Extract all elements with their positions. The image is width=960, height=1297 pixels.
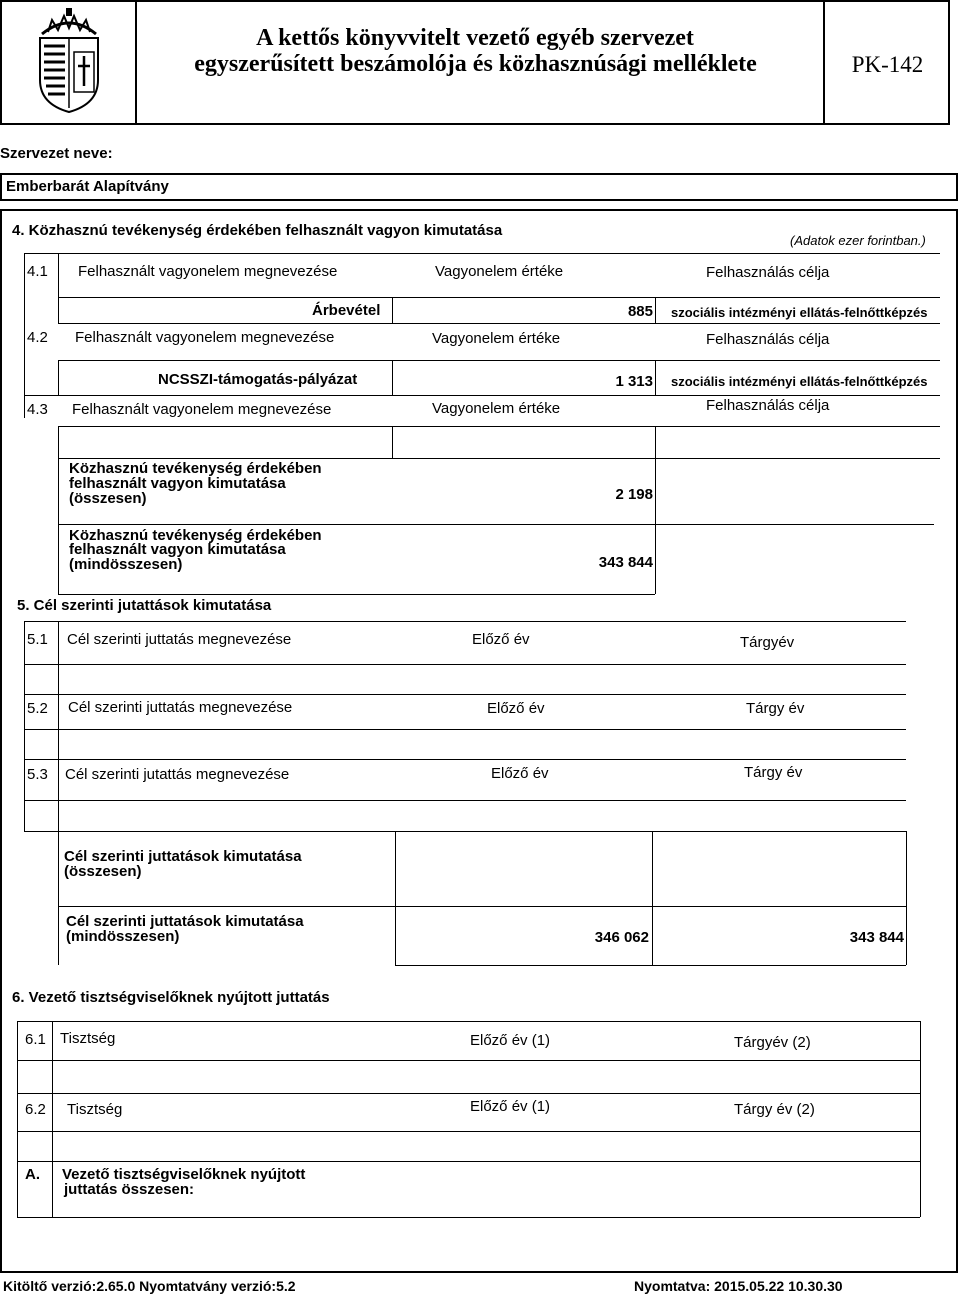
org-name: Emberbarát Alapítvány [6, 178, 169, 195]
rule [652, 831, 653, 965]
row-5-2-header-curr: Tárgy év [746, 700, 805, 717]
row-5-1-number: 5.1 [27, 631, 48, 648]
rule [58, 426, 940, 427]
rule [17, 1131, 920, 1132]
row-4-2-item-name: NCSSZI-támogatás-pályázat [158, 371, 358, 388]
section6-total-label-line1: Vezető tisztségviselőknek nyújtott [62, 1166, 306, 1183]
row-5-3-header-name: Cél szerinti jutattás megnevezése [65, 766, 290, 783]
header-divider-left [135, 0, 137, 125]
rule [24, 253, 940, 254]
rule [58, 297, 940, 298]
section5-grand-total-label-line1: Cél szerinti juttatások kimutatása [66, 913, 304, 930]
rule [17, 1021, 18, 1217]
section4-total-label-line3: (összesen) [69, 490, 147, 507]
rule [58, 458, 59, 594]
rule [24, 831, 906, 832]
row-5-1-header-name: Cél szerinti juttatás megnevezése [67, 631, 292, 648]
section5-grand-total-label-line2: (mindösszesen) [66, 928, 180, 945]
rule [392, 297, 393, 323]
rule [58, 524, 934, 525]
section5-title: 5. Cél szerinti jutattások kimutatása [17, 597, 272, 614]
row-6-2-header-position: Tisztség [67, 1101, 123, 1118]
rule [24, 729, 906, 730]
row-4-1-number: 4.1 [27, 263, 48, 280]
rule [58, 594, 655, 595]
rule [655, 360, 656, 395]
row-6-1-number: 6.1 [25, 1031, 46, 1048]
rule [17, 1217, 920, 1218]
row-5-3-header-curr: Tárgy év [744, 764, 803, 781]
row-5-1-header-prev: Előző év [472, 631, 530, 648]
row-6-2-header-prev: Előző év (1) [470, 1098, 551, 1115]
rule [17, 1093, 920, 1094]
section4-total-value: 2 198 [615, 486, 653, 503]
row-4-1-header-name: Felhasznált vagyonelem megnevezése [78, 263, 338, 280]
row-4-1-item-name: Árbevétel [312, 302, 381, 319]
section5-grand-total-prev: 346 062 [594, 929, 649, 946]
form-code: PK-142 [851, 52, 924, 77]
rule [58, 426, 59, 458]
rule [58, 360, 940, 361]
rule [24, 664, 906, 665]
row-4-2-header-purpose: Felhasználás célja [706, 331, 830, 348]
rule [24, 694, 906, 695]
row-4-2-number: 4.2 [27, 329, 48, 346]
section5-grand-total-curr: 343 844 [849, 929, 904, 946]
row-5-2-header-prev: Előző év [487, 700, 545, 717]
rule [395, 965, 906, 966]
rule [24, 395, 940, 396]
rule [392, 426, 393, 458]
row-4-3-header-name: Felhasznált vagyonelem megnevezése [72, 401, 332, 418]
rule [655, 458, 656, 594]
rule [52, 1021, 53, 1217]
rule [655, 297, 656, 323]
page-title-line1: A kettős könyvvitelt vezető egyéb szervezet [256, 25, 694, 51]
rule [906, 831, 907, 965]
row-4-2-header-name: Felhasznált vagyonelem megnevezése [75, 329, 335, 346]
section4-grand-total-value: 343 844 [598, 554, 653, 571]
section6-total-label-line2: juttatás összesen: [64, 1181, 195, 1198]
section4-total-label-line1: Közhasznú tevékenység érdekében [69, 460, 322, 477]
section5-total-label-line2: (összesen) [64, 863, 142, 880]
row-4-3-header-purpose: Felhasználás célja [706, 397, 830, 414]
rule [58, 458, 940, 459]
row-4-1-header-value: Vagyonelem értéke [435, 263, 564, 280]
row-6-2-number: 6.2 [25, 1101, 46, 1118]
rule [17, 1060, 920, 1061]
rule [58, 906, 906, 907]
row-6-1-header-prev: Előző év (1) [470, 1032, 551, 1049]
section4-title: 4. Közhasznú tevékenység érdekében felhasznált vagyon kimutatása [12, 222, 503, 239]
rule [24, 759, 906, 760]
row-4-1-item-value: 885 [627, 303, 653, 320]
rule [58, 831, 59, 965]
section4-grand-total-label-line3: (mindösszesen) [69, 556, 183, 573]
row-5-3-header-prev: Előző év [491, 765, 549, 782]
row-6-1-header-position: Tisztség [60, 1030, 116, 1047]
row-4-3-header-value: Vagyonelem értéke [432, 400, 561, 417]
rule [395, 831, 396, 965]
section6-total-number: A. [25, 1166, 40, 1183]
section4-grand-total-label-line2: felhasznált vagyon kimutatása [69, 541, 286, 558]
row-5-1-header-curr: Tárgyév [740, 634, 795, 651]
rule [24, 621, 906, 622]
row-5-3-number: 5.3 [27, 766, 48, 783]
section5-total-label-line1: Cél szerinti juttatások kimutatása [64, 848, 302, 865]
rule [17, 1021, 920, 1022]
rule [24, 800, 906, 801]
row-5-2-number: 5.2 [27, 700, 48, 717]
row-6-2-header-curr: Tárgy év (2) [734, 1101, 815, 1118]
section6-title: 6. Vezető tisztségviselőknek nyújtott juttatás [12, 989, 330, 1006]
row-6-1-header-curr: Tárgyév (2) [734, 1034, 811, 1051]
rule [58, 360, 59, 395]
row-4-2-header-value: Vagyonelem értéke [432, 330, 561, 347]
rule [392, 360, 393, 395]
org-label: Szervezet neve: [0, 145, 113, 162]
section4-total-label-line2: felhasznált vagyon kimutatása [69, 475, 286, 492]
section4-grand-total-label-line1: Közhasznú tevékenység érdekében [69, 527, 322, 544]
page-title-line2: egyszerűsített beszámolója és közhasznúsági melléklete [194, 51, 757, 77]
row-4-1-header-purpose: Felhasználás célja [706, 264, 830, 281]
row-4-3-number: 4.3 [27, 401, 48, 418]
unit-note: (Adatok ezer forintban.) [790, 233, 926, 248]
row-4-1-item-purpose: szociális intézményi ellátás-felnőttképzés [671, 305, 928, 320]
rule [58, 253, 59, 323]
rule [920, 1021, 921, 1217]
row-4-2-item-value: 1 313 [615, 373, 653, 390]
rule [655, 426, 656, 458]
row-4-2-item-purpose: szociális intézményi ellátás-felnőttképzés [671, 374, 928, 389]
footer-version: Kitöltő verzió:2.65.0 Nyomtatvány verzió:5.2 [3, 1278, 296, 1294]
rule [17, 1161, 920, 1162]
row-5-2-header-name: Cél szerinti juttatás megnevezése [68, 699, 293, 716]
header-divider-right [823, 0, 825, 125]
rule [58, 323, 940, 324]
footer-print-date: Nyomtatva: 2015.05.22 10.30.30 [634, 1278, 843, 1294]
coat-of-arms-emblem [28, 8, 110, 116]
rule [24, 253, 25, 418]
